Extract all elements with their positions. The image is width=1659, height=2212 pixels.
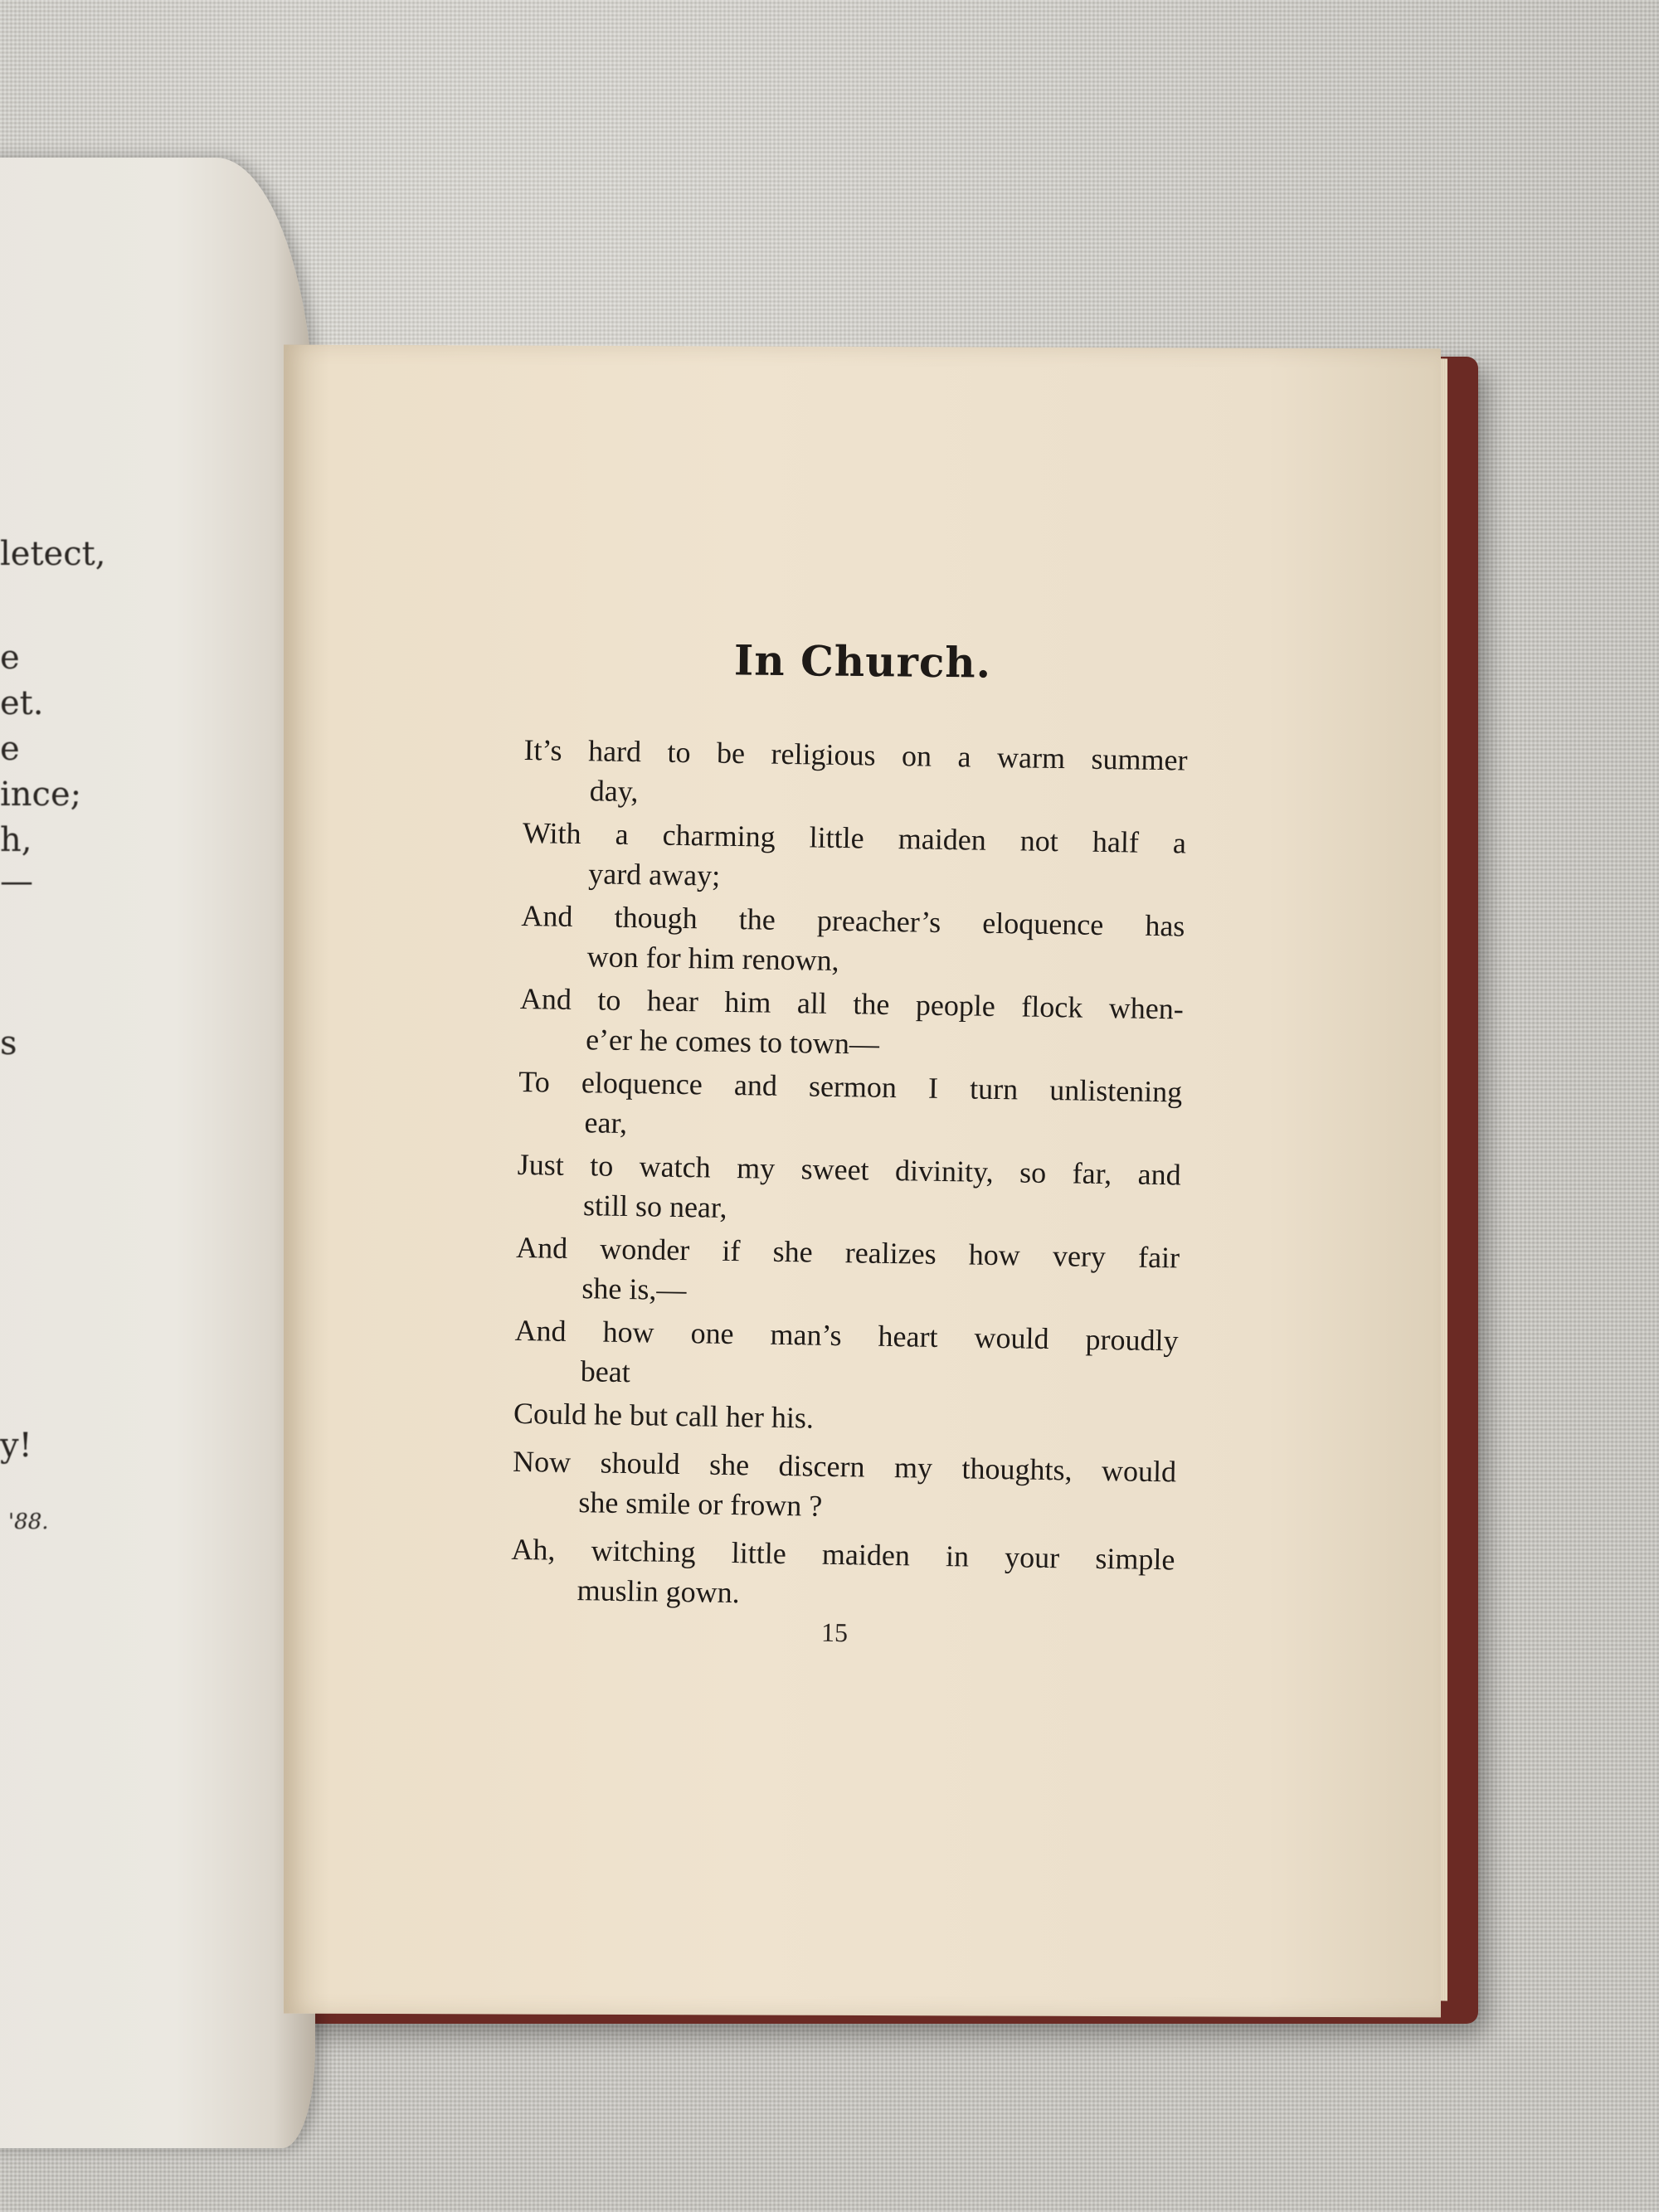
left-page-fragment: h, [0, 821, 32, 859]
poem-line-continuation: day, [589, 774, 639, 809]
poem-line-text: To eloquence and sermon I turn unlistening [518, 1064, 1183, 1109]
left-page-fragment: e [0, 639, 20, 677]
poem-line-text: And how one man’s heart would proudly [514, 1313, 1179, 1358]
left-page-fragment: '88. [8, 1510, 49, 1534]
poem-line [519, 979, 1184, 1069]
left-page-fragment: y! [0, 1427, 32, 1465]
left-page-fragment: s [0, 1024, 17, 1062]
poem-line-text: And though the preacher’s eloquence has [521, 898, 1185, 943]
left-page-fragment: e [0, 730, 20, 768]
poem-line-text: Just to watch my sweet divinity, so far, and [517, 1147, 1181, 1192]
left-page-fragment: et. [0, 684, 44, 722]
poem-line-text: Now should she discern my thoughts, would [512, 1444, 1177, 1489]
poem-title: In Church. [733, 635, 992, 688]
poem-line [515, 1228, 1180, 1318]
poem-line [522, 813, 1186, 903]
page-number: 15 [820, 1616, 849, 1648]
poem-line-continuation: beat [580, 1354, 631, 1389]
poem-line-continuation: e’er he comes to town— [585, 1023, 880, 1061]
poem-line [510, 1529, 1175, 1620]
poem-line-text: And to hear him all the people flock when- [519, 981, 1185, 1026]
poem-line-continuation: yard away; [587, 857, 721, 892]
poem-line [513, 1393, 1178, 1444]
poem-line-text: Ah, witching little maiden in your simple [511, 1532, 1175, 1577]
poem-line-text: With a charming little maiden not half a [522, 815, 1187, 860]
poem-line-continuation: she is,— [581, 1271, 687, 1307]
poem-line [523, 730, 1187, 820]
poem-line-text: Could he but call her his. [513, 1396, 815, 1435]
left-page-fragment: ince; [0, 775, 82, 814]
poem-line [512, 1441, 1176, 1532]
poem-line [520, 896, 1185, 986]
poem-line [517, 1145, 1181, 1235]
left-page-fragment: letect, [0, 535, 106, 573]
poem-line-continuation: won for him renown, [586, 940, 839, 977]
poem-line-text: And wonder if she realizes how very fair [515, 1230, 1180, 1275]
poem-line-continuation: muslin gown. [577, 1573, 741, 1610]
poem-line [513, 1310, 1178, 1401]
poem-line [518, 1062, 1182, 1152]
poem-line-continuation: ear, [584, 1106, 628, 1140]
poem-line-continuation: still so near, [582, 1189, 727, 1224]
poem-body [510, 730, 1188, 1619]
left-page [0, 158, 315, 2148]
poem-line-continuation: she smile or frown ? [578, 1485, 823, 1523]
left-page-fragment: — [0, 863, 33, 901]
poem-line-text: It’s hard to be religious on a warm summer [523, 732, 1188, 777]
